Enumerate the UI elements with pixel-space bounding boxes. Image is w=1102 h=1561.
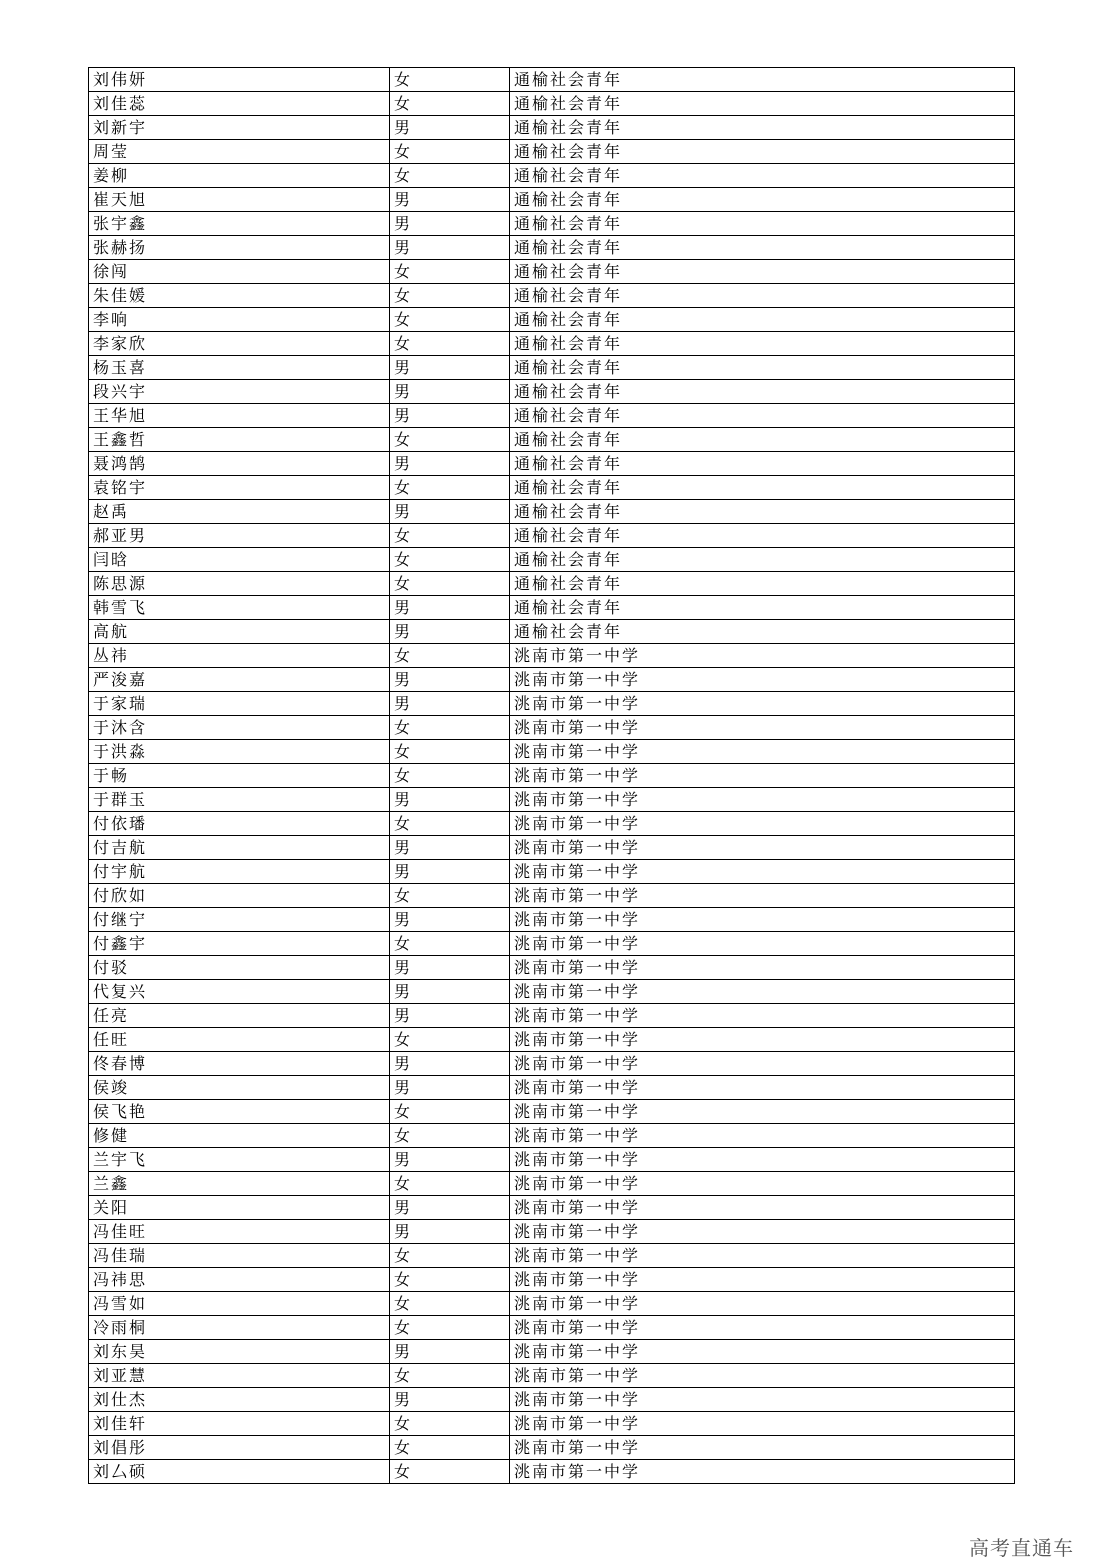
table-row xyxy=(89,1076,1015,1100)
cell-name: 刘佳轩 xyxy=(89,1412,390,1436)
cell-name: 刘亚慧 xyxy=(89,1364,390,1388)
cell-gender: 女 xyxy=(390,1292,510,1316)
table-row xyxy=(89,1004,1015,1028)
table-row xyxy=(89,1124,1015,1148)
cell-name: 闫晗 xyxy=(89,548,390,572)
cell-school: 洮南市第一中学 xyxy=(510,1148,1015,1172)
table-row xyxy=(89,1340,1015,1364)
cell-gender: 女 xyxy=(390,260,510,284)
cell-name: 刘伟妍 xyxy=(89,68,390,92)
watermark-text: 高考直通车 xyxy=(969,1536,1074,1560)
cell-school: 洮南市第一中学 xyxy=(510,692,1015,716)
cell-school: 洮南市第一中学 xyxy=(510,908,1015,932)
table-row xyxy=(89,716,1015,740)
cell-school: 通榆社会青年 xyxy=(510,380,1015,404)
table-row xyxy=(89,92,1015,116)
cell-school: 洮南市第一中学 xyxy=(510,932,1015,956)
cell-school: 洮南市第一中学 xyxy=(510,740,1015,764)
cell-gender: 女 xyxy=(390,764,510,788)
cell-name: 付吉航 xyxy=(89,836,390,860)
cell-name: 修健 xyxy=(89,1124,390,1148)
cell-school: 洮南市第一中学 xyxy=(510,668,1015,692)
cell-gender: 男 xyxy=(390,116,510,140)
cell-school: 通榆社会青年 xyxy=(510,428,1015,452)
table-row xyxy=(89,68,1015,92)
cell-school: 洮南市第一中学 xyxy=(510,1436,1015,1460)
cell-name: 杨玉喜 xyxy=(89,356,390,380)
cell-name: 冯祎思 xyxy=(89,1268,390,1292)
cell-gender: 女 xyxy=(390,476,510,500)
table-row xyxy=(89,1028,1015,1052)
cell-name: 侯竣 xyxy=(89,1076,390,1100)
cell-school: 洮南市第一中学 xyxy=(510,1028,1015,1052)
cell-school: 通榆社会青年 xyxy=(510,596,1015,620)
table-row xyxy=(89,524,1015,548)
cell-school: 洮南市第一中学 xyxy=(510,1268,1015,1292)
cell-school: 通榆社会青年 xyxy=(510,212,1015,236)
cell-gender: 男 xyxy=(390,956,510,980)
cell-school: 通榆社会青年 xyxy=(510,92,1015,116)
cell-school: 洮南市第一中学 xyxy=(510,1460,1015,1484)
cell-name: 王鑫哲 xyxy=(89,428,390,452)
table-row xyxy=(89,284,1015,308)
table-row xyxy=(89,260,1015,284)
cell-name: 付鑫宇 xyxy=(89,932,390,956)
table-row xyxy=(89,1100,1015,1124)
cell-gender: 女 xyxy=(390,884,510,908)
cell-name: 任亮 xyxy=(89,1004,390,1028)
roster-sheet xyxy=(88,67,1014,1484)
cell-school: 洮南市第一中学 xyxy=(510,1124,1015,1148)
cell-gender: 女 xyxy=(390,812,510,836)
cell-name: 刘仕杰 xyxy=(89,1388,390,1412)
cell-gender: 男 xyxy=(390,668,510,692)
cell-school: 通榆社会青年 xyxy=(510,284,1015,308)
cell-school: 通榆社会青年 xyxy=(510,332,1015,356)
cell-school: 通榆社会青年 xyxy=(510,260,1015,284)
cell-name: 李家欣 xyxy=(89,332,390,356)
table-row xyxy=(89,836,1015,860)
cell-gender: 男 xyxy=(390,836,510,860)
table-row xyxy=(89,116,1015,140)
table-row xyxy=(89,1172,1015,1196)
cell-school: 洮南市第一中学 xyxy=(510,836,1015,860)
cell-gender: 女 xyxy=(390,164,510,188)
cell-gender: 男 xyxy=(390,1340,510,1364)
cell-school: 通榆社会青年 xyxy=(510,68,1015,92)
table-row xyxy=(89,380,1015,404)
cell-school: 洮南市第一中学 xyxy=(510,1244,1015,1268)
cell-gender: 男 xyxy=(390,356,510,380)
cell-gender: 女 xyxy=(390,284,510,308)
cell-name: 付继宁 xyxy=(89,908,390,932)
cell-name: 冯佳瑞 xyxy=(89,1244,390,1268)
cell-name: 聂鸿鹄 xyxy=(89,452,390,476)
cell-name: 陈思源 xyxy=(89,572,390,596)
cell-name: 严浚嘉 xyxy=(89,668,390,692)
table-row xyxy=(89,404,1015,428)
cell-gender: 男 xyxy=(390,620,510,644)
cell-gender: 女 xyxy=(390,1100,510,1124)
cell-school: 通榆社会青年 xyxy=(510,308,1015,332)
cell-gender: 男 xyxy=(390,212,510,236)
table-row xyxy=(89,236,1015,260)
cell-gender: 女 xyxy=(390,548,510,572)
table-row xyxy=(89,740,1015,764)
cell-name: 冯雪如 xyxy=(89,1292,390,1316)
cell-gender: 女 xyxy=(390,1436,510,1460)
cell-gender: 女 xyxy=(390,1244,510,1268)
cell-school: 洮南市第一中学 xyxy=(510,1100,1015,1124)
cell-school: 洮南市第一中学 xyxy=(510,1196,1015,1220)
table-row xyxy=(89,668,1015,692)
cell-gender: 女 xyxy=(390,716,510,740)
cell-name: 于群玉 xyxy=(89,788,390,812)
table-row xyxy=(89,356,1015,380)
cell-school: 通榆社会青年 xyxy=(510,500,1015,524)
cell-school: 通榆社会青年 xyxy=(510,572,1015,596)
cell-name: 付宇航 xyxy=(89,860,390,884)
cell-gender: 女 xyxy=(390,140,510,164)
cell-name: 刘东昊 xyxy=(89,1340,390,1364)
cell-school: 通榆社会青年 xyxy=(510,548,1015,572)
cell-name: 于畅 xyxy=(89,764,390,788)
cell-name: 袁铭宇 xyxy=(89,476,390,500)
cell-school: 通榆社会青年 xyxy=(510,476,1015,500)
cell-name: 于沐含 xyxy=(89,716,390,740)
cell-gender: 男 xyxy=(390,1220,510,1244)
cell-school: 通榆社会青年 xyxy=(510,236,1015,260)
table-row xyxy=(89,500,1015,524)
cell-school: 洮南市第一中学 xyxy=(510,956,1015,980)
table-row xyxy=(89,1364,1015,1388)
cell-gender: 女 xyxy=(390,308,510,332)
cell-gender: 女 xyxy=(390,1028,510,1052)
cell-gender: 女 xyxy=(390,524,510,548)
cell-name: 朱佳媛 xyxy=(89,284,390,308)
cell-name: 于洪淼 xyxy=(89,740,390,764)
cell-gender: 女 xyxy=(390,1412,510,1436)
cell-name: 周莹 xyxy=(89,140,390,164)
cell-school: 洮南市第一中学 xyxy=(510,716,1015,740)
cell-name: 侯飞艳 xyxy=(89,1100,390,1124)
table-row xyxy=(89,1292,1015,1316)
cell-name: 赵禹 xyxy=(89,500,390,524)
cell-name: 冷雨桐 xyxy=(89,1316,390,1340)
table-row xyxy=(89,692,1015,716)
cell-gender: 男 xyxy=(390,1148,510,1172)
cell-school: 通榆社会青年 xyxy=(510,116,1015,140)
cell-gender: 男 xyxy=(390,1196,510,1220)
cell-school: 洮南市第一中学 xyxy=(510,1340,1015,1364)
cell-gender: 男 xyxy=(390,980,510,1004)
table-row xyxy=(89,572,1015,596)
cell-gender: 女 xyxy=(390,428,510,452)
cell-school: 通榆社会青年 xyxy=(510,404,1015,428)
table-row xyxy=(89,1052,1015,1076)
cell-name: 付依璠 xyxy=(89,812,390,836)
cell-gender: 男 xyxy=(390,380,510,404)
cell-gender: 男 xyxy=(390,188,510,212)
cell-gender: 女 xyxy=(390,572,510,596)
table-row xyxy=(89,764,1015,788)
cell-school: 洮南市第一中学 xyxy=(510,980,1015,1004)
cell-name: 郝亚男 xyxy=(89,524,390,548)
cell-school: 洮南市第一中学 xyxy=(510,1388,1015,1412)
cell-school: 通榆社会青年 xyxy=(510,164,1015,188)
cell-school: 洮南市第一中学 xyxy=(510,1364,1015,1388)
cell-name: 任旺 xyxy=(89,1028,390,1052)
cell-name: 韩雪飞 xyxy=(89,596,390,620)
table-row xyxy=(89,1148,1015,1172)
cell-school: 通榆社会青年 xyxy=(510,524,1015,548)
table-row xyxy=(89,956,1015,980)
table-row xyxy=(89,860,1015,884)
cell-name: 兰鑫 xyxy=(89,1172,390,1196)
cell-name: 高航 xyxy=(89,620,390,644)
cell-school: 洮南市第一中学 xyxy=(510,860,1015,884)
table-row xyxy=(89,1436,1015,1460)
table-row xyxy=(89,452,1015,476)
cell-gender: 男 xyxy=(390,1052,510,1076)
cell-school: 洮南市第一中学 xyxy=(510,1076,1015,1100)
cell-school: 洮南市第一中学 xyxy=(510,1004,1015,1028)
cell-name: 崔天旭 xyxy=(89,188,390,212)
table-row xyxy=(89,1412,1015,1436)
table-row xyxy=(89,1268,1015,1292)
table-row xyxy=(89,884,1015,908)
cell-gender: 女 xyxy=(390,1268,510,1292)
cell-name: 王华旭 xyxy=(89,404,390,428)
table-row xyxy=(89,620,1015,644)
cell-name: 刘厶硕 xyxy=(89,1460,390,1484)
table-row xyxy=(89,1316,1015,1340)
cell-gender: 男 xyxy=(390,500,510,524)
table-row xyxy=(89,476,1015,500)
cell-name: 关阳 xyxy=(89,1196,390,1220)
cell-name: 付驳 xyxy=(89,956,390,980)
cell-school: 洮南市第一中学 xyxy=(510,1316,1015,1340)
cell-gender: 女 xyxy=(390,1460,510,1484)
cell-name: 李响 xyxy=(89,308,390,332)
cell-name: 段兴宇 xyxy=(89,380,390,404)
cell-school: 通榆社会青年 xyxy=(510,140,1015,164)
cell-name: 徐闯 xyxy=(89,260,390,284)
cell-school: 洮南市第一中学 xyxy=(510,1052,1015,1076)
table-row xyxy=(89,932,1015,956)
cell-gender: 男 xyxy=(390,788,510,812)
cell-gender: 男 xyxy=(390,1004,510,1028)
cell-name: 于家瑞 xyxy=(89,692,390,716)
cell-gender: 男 xyxy=(390,596,510,620)
cell-school: 洮南市第一中学 xyxy=(510,1220,1015,1244)
cell-gender: 男 xyxy=(390,692,510,716)
cell-gender: 女 xyxy=(390,1316,510,1340)
cell-name: 丛祎 xyxy=(89,644,390,668)
cell-gender: 男 xyxy=(390,236,510,260)
table-row xyxy=(89,1460,1015,1484)
cell-gender: 女 xyxy=(390,1124,510,1148)
table-row xyxy=(89,1196,1015,1220)
cell-school: 洮南市第一中学 xyxy=(510,1172,1015,1196)
cell-school: 洮南市第一中学 xyxy=(510,1292,1015,1316)
cell-name: 代复兴 xyxy=(89,980,390,1004)
cell-name: 张赫扬 xyxy=(89,236,390,260)
table-row xyxy=(89,788,1015,812)
cell-gender: 男 xyxy=(390,1076,510,1100)
cell-school: 洮南市第一中学 xyxy=(510,644,1015,668)
table-row xyxy=(89,212,1015,236)
cell-gender: 男 xyxy=(390,452,510,476)
cell-name: 姜柳 xyxy=(89,164,390,188)
table-row xyxy=(89,164,1015,188)
roster-table xyxy=(88,67,1015,1484)
cell-gender: 女 xyxy=(390,740,510,764)
cell-gender: 男 xyxy=(390,908,510,932)
cell-school: 洮南市第一中学 xyxy=(510,1412,1015,1436)
cell-gender: 女 xyxy=(390,644,510,668)
table-row xyxy=(89,548,1015,572)
roster-table-body xyxy=(89,68,1015,1484)
cell-gender: 女 xyxy=(390,1364,510,1388)
cell-gender: 女 xyxy=(390,68,510,92)
cell-gender: 男 xyxy=(390,1388,510,1412)
table-row xyxy=(89,428,1015,452)
cell-name: 张宇鑫 xyxy=(89,212,390,236)
cell-name: 冯佳旺 xyxy=(89,1220,390,1244)
cell-school: 洮南市第一中学 xyxy=(510,764,1015,788)
table-row xyxy=(89,980,1015,1004)
table-row xyxy=(89,908,1015,932)
table-row xyxy=(89,1220,1015,1244)
table-row xyxy=(89,140,1015,164)
cell-school: 洮南市第一中学 xyxy=(510,884,1015,908)
table-row xyxy=(89,812,1015,836)
cell-school: 通榆社会青年 xyxy=(510,188,1015,212)
table-row xyxy=(89,188,1015,212)
cell-gender: 女 xyxy=(390,932,510,956)
table-row xyxy=(89,332,1015,356)
cell-school: 洮南市第一中学 xyxy=(510,788,1015,812)
cell-school: 通榆社会青年 xyxy=(510,356,1015,380)
cell-gender: 女 xyxy=(390,92,510,116)
table-row xyxy=(89,1388,1015,1412)
cell-school: 通榆社会青年 xyxy=(510,620,1015,644)
cell-name: 刘佳蕊 xyxy=(89,92,390,116)
cell-name: 刘倡彤 xyxy=(89,1436,390,1460)
table-row xyxy=(89,1244,1015,1268)
cell-gender: 女 xyxy=(390,1172,510,1196)
cell-gender: 男 xyxy=(390,860,510,884)
table-row xyxy=(89,596,1015,620)
cell-school: 通榆社会青年 xyxy=(510,452,1015,476)
cell-name: 刘新宇 xyxy=(89,116,390,140)
cell-school: 洮南市第一中学 xyxy=(510,812,1015,836)
cell-gender: 男 xyxy=(390,404,510,428)
cell-name: 佟春博 xyxy=(89,1052,390,1076)
cell-gender: 女 xyxy=(390,332,510,356)
cell-name: 付欣如 xyxy=(89,884,390,908)
cell-name: 兰宇飞 xyxy=(89,1148,390,1172)
table-row xyxy=(89,308,1015,332)
table-row xyxy=(89,644,1015,668)
